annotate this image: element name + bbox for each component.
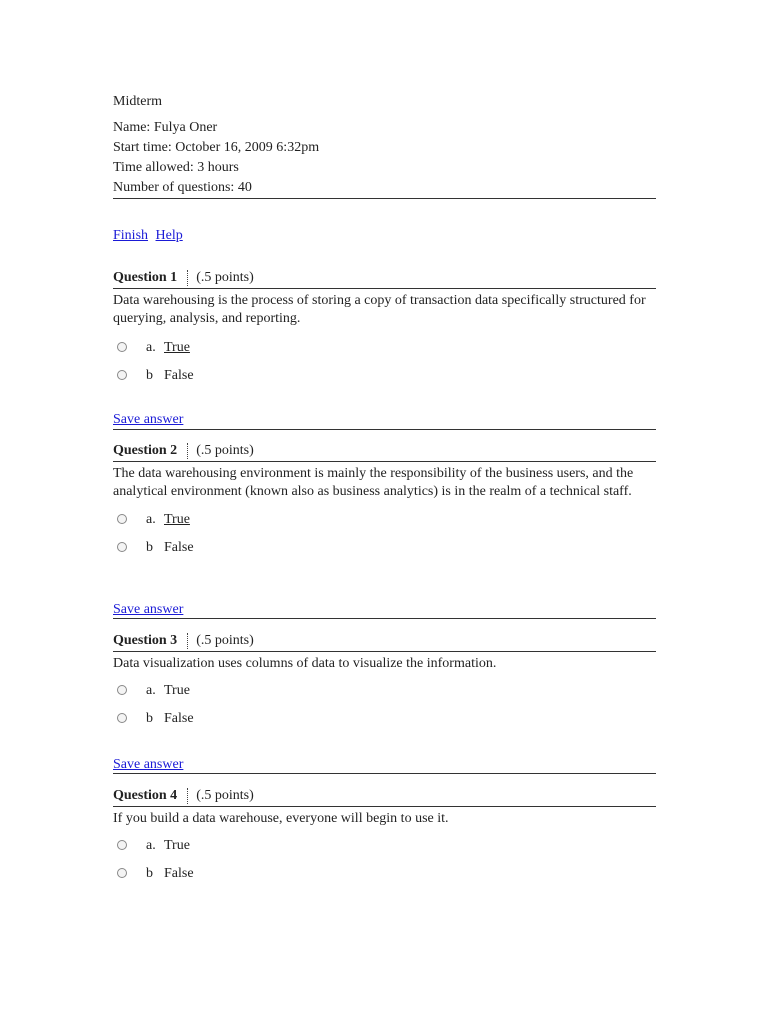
question-text: If you build a data warehouse, everyone will begin to use it.	[113, 811, 449, 826]
radio-button[interactable]	[117, 514, 127, 524]
question-divider	[113, 288, 656, 289]
choice-a[interactable]	[113, 836, 656, 856]
header-separator	[187, 270, 188, 286]
choice-b[interactable]	[113, 538, 656, 558]
question-3	[113, 631, 656, 729]
header-separator	[187, 633, 188, 649]
choice-letter: b	[146, 866, 153, 881]
header-separator	[187, 788, 188, 804]
choice-a[interactable]	[113, 338, 656, 358]
radio-button[interactable]	[117, 542, 127, 552]
choice-text: False	[164, 540, 194, 555]
choice-letter: a.	[146, 838, 156, 853]
question-header	[113, 631, 656, 651]
question-4	[113, 786, 656, 884]
choice-b[interactable]	[113, 864, 656, 884]
choice-text: True	[164, 340, 190, 355]
question-label: Question 1	[113, 270, 178, 285]
question-1	[113, 268, 656, 386]
radio-button[interactable]	[117, 840, 127, 850]
question-label: Question 3	[113, 633, 178, 648]
question-points: (.5 points)	[196, 633, 254, 648]
exam-page	[113, 92, 656, 881]
student-name: Name: Fulya Oner	[113, 120, 218, 135]
question-divider	[113, 806, 656, 807]
choice-letter: b	[146, 368, 153, 383]
header-separator	[187, 443, 188, 459]
question-2	[113, 441, 656, 558]
radio-button[interactable]	[117, 342, 127, 352]
radio-button[interactable]	[117, 370, 127, 380]
choice-letter: b	[146, 711, 153, 726]
radio-button[interactable]	[117, 868, 127, 878]
save-answer-link-1[interactable]: Save answer	[113, 412, 184, 427]
number-of-questions: Number of questions: 40	[113, 180, 252, 195]
question-label: Question 2	[113, 443, 178, 458]
question-label: Question 4	[113, 788, 178, 803]
choice-letter: a.	[146, 683, 156, 698]
choice-text: False	[164, 866, 194, 881]
save-answer-link-2[interactable]: Save answer	[113, 602, 184, 617]
help-link[interactable]: Help	[155, 228, 183, 243]
question-divider	[113, 461, 656, 462]
question-header	[113, 441, 656, 461]
choice-a[interactable]	[113, 510, 656, 530]
question-text: Data warehousing is the process of storing a copy of transaction data specifically structured for querying, analysis, and reporting.	[113, 293, 646, 326]
start-time: Start time: October 16, 2009 6:32pm	[113, 140, 320, 155]
choice-text: False	[164, 368, 194, 383]
choice-text: False	[164, 711, 194, 726]
question-points: (.5 points)	[196, 788, 254, 803]
choice-b[interactable]	[113, 366, 656, 386]
choice-b[interactable]	[113, 709, 656, 729]
save-divider	[113, 773, 656, 774]
radio-button[interactable]	[117, 685, 127, 695]
choice-letter: a.	[146, 340, 156, 355]
choice-a[interactable]	[113, 681, 656, 701]
header-divider	[113, 198, 656, 199]
choice-text: True	[164, 683, 190, 698]
exam-title: Midterm	[113, 94, 162, 109]
question-text: Data visualization uses columns of data to visualize the information.	[113, 656, 497, 671]
choice-letter: a.	[146, 512, 156, 527]
question-header	[113, 268, 656, 288]
question-text: The data warehousing environment is mainly the responsibility of the business users, and the analytical environment (known also as business analytics) is in the realm of a technical staff.	[113, 466, 634, 499]
finish-link[interactable]: Finish	[113, 228, 149, 243]
time-allowed: Time allowed: 3 hours	[113, 160, 239, 175]
question-points: (.5 points)	[196, 443, 254, 458]
choice-text: True	[164, 512, 190, 527]
choice-text: True	[164, 838, 190, 853]
save-divider	[113, 618, 656, 619]
save-answer-link-3[interactable]: Save answer	[113, 757, 184, 772]
exam-links	[113, 226, 656, 246]
question-header	[113, 786, 656, 806]
save-divider	[113, 429, 656, 430]
radio-button[interactable]	[117, 713, 127, 723]
choice-letter: b	[146, 540, 153, 555]
question-points: (.5 points)	[196, 270, 254, 285]
question-divider	[113, 651, 656, 652]
